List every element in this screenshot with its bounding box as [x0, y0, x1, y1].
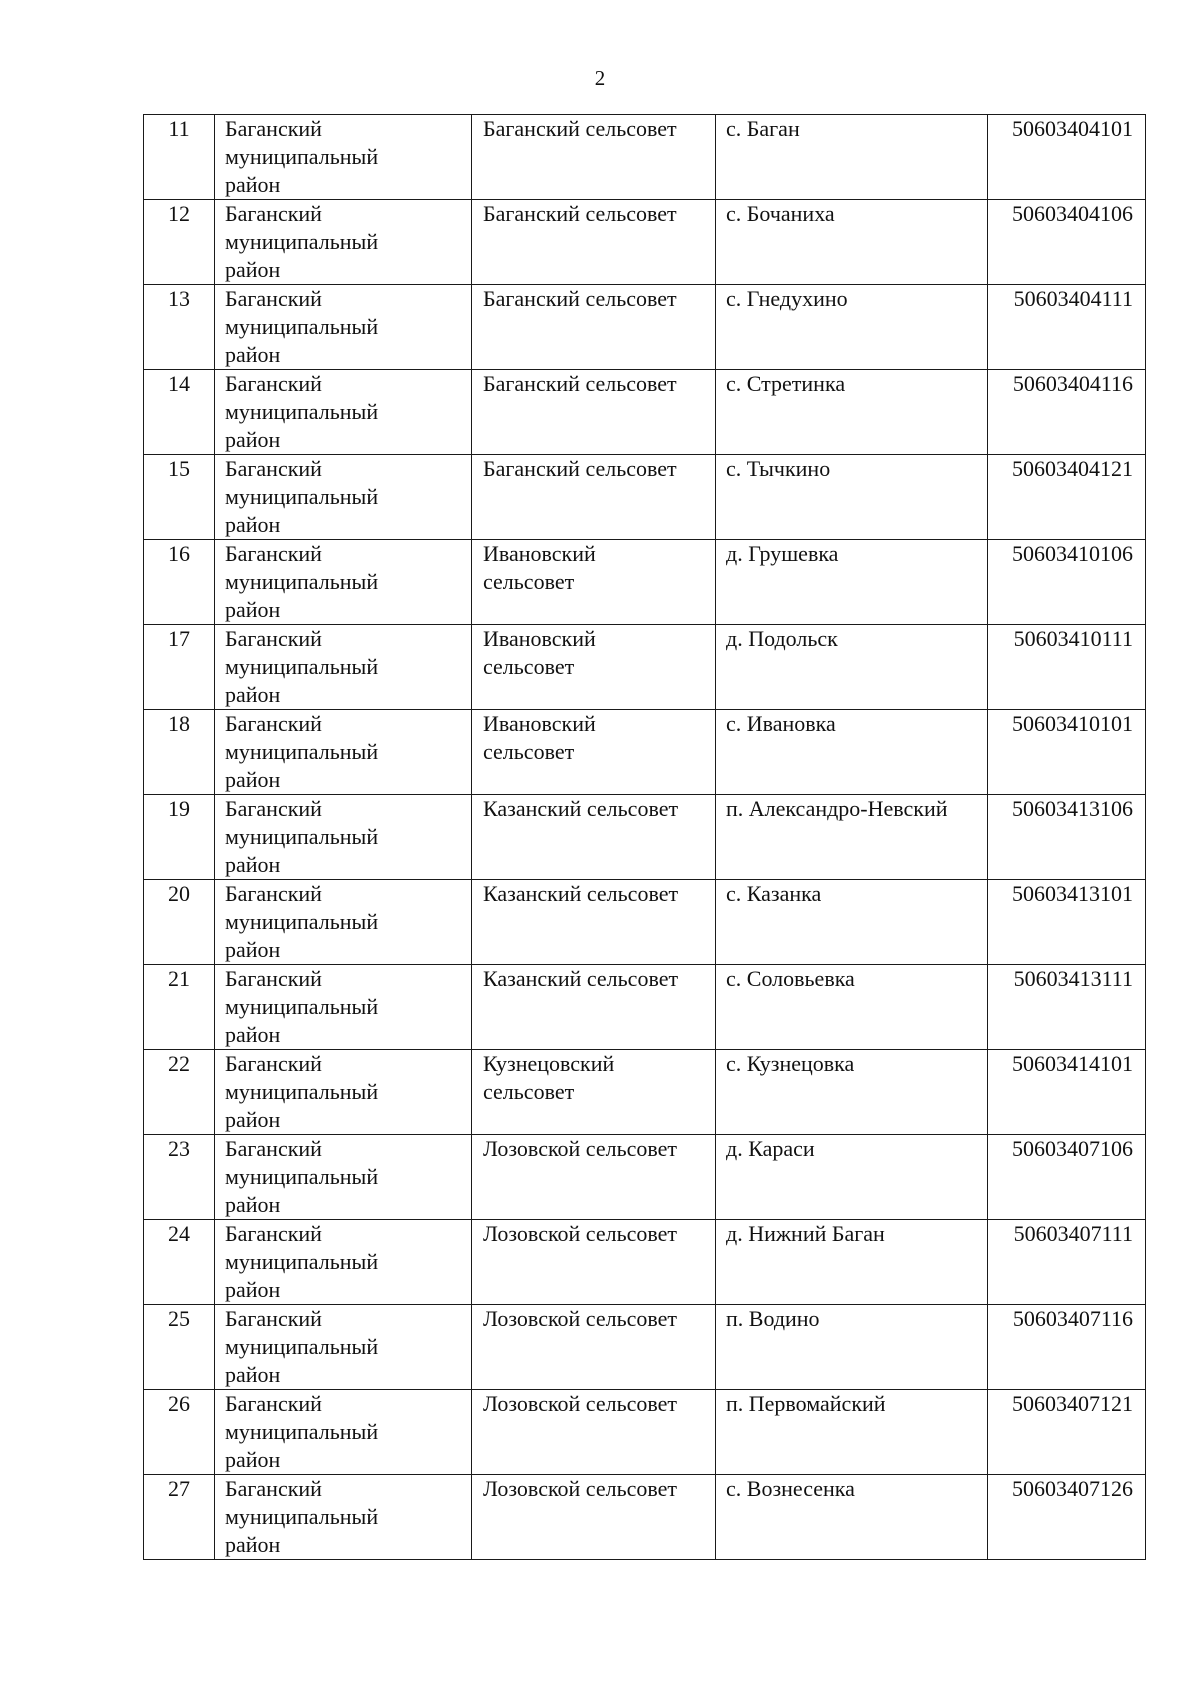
district-line: муниципальный	[225, 1164, 379, 1189]
district-cell	[215, 795, 472, 880]
district-line: Баганский	[225, 1051, 322, 1076]
council-line: Баганский сельсовет	[483, 116, 677, 141]
district-line: Баганский	[225, 881, 322, 906]
district-line: район	[225, 342, 281, 367]
code-cell: 50603410106	[988, 540, 1146, 625]
district-cell	[215, 710, 472, 795]
settlement-cell: с. Вознесенка	[716, 1475, 988, 1560]
district-line: муниципальный	[225, 994, 379, 1019]
settlement-cell: с. Стретинка	[716, 370, 988, 455]
council-cell	[472, 1390, 716, 1475]
council-cell	[472, 1220, 716, 1305]
district-line: Баганский	[225, 1136, 322, 1161]
district-line: район	[225, 172, 281, 197]
council-line: Ивановский	[483, 711, 596, 736]
settlement-cell: с. Гнедухино	[716, 285, 988, 370]
code-cell: 50603413106	[988, 795, 1146, 880]
table-row	[144, 285, 1146, 370]
council-line: сельсовет	[483, 569, 575, 594]
row-number-cell: 18	[144, 710, 215, 795]
district-line: Баганский	[225, 541, 322, 566]
council-cell	[472, 200, 716, 285]
district-line: Баганский	[225, 966, 322, 991]
council-line: Ивановский	[483, 541, 596, 566]
table-row	[144, 1305, 1146, 1390]
table-row	[144, 795, 1146, 880]
row-number-cell: 26	[144, 1390, 215, 1475]
district-cell	[215, 370, 472, 455]
district-line: район	[225, 937, 281, 962]
row-number-cell: 14	[144, 370, 215, 455]
settlement-cell: п. Водино	[716, 1305, 988, 1390]
district-line: район	[225, 257, 281, 282]
district-line: Баганский	[225, 286, 322, 311]
council-cell	[472, 795, 716, 880]
district-line: Баганский	[225, 711, 322, 736]
district-cell	[215, 285, 472, 370]
council-line: Казанский сельсовет	[483, 966, 679, 991]
code-cell: 50603407116	[988, 1305, 1146, 1390]
council-line: Баганский сельсовет	[483, 456, 677, 481]
council-line: сельсовет	[483, 1079, 575, 1104]
district-line: район	[225, 852, 281, 877]
district-cell	[215, 1135, 472, 1220]
district-line: муниципальный	[225, 569, 379, 594]
table-row	[144, 880, 1146, 965]
district-cell	[215, 1390, 472, 1475]
row-number-cell: 21	[144, 965, 215, 1050]
code-cell: 50603404116	[988, 370, 1146, 455]
district-cell	[215, 1305, 472, 1390]
settlement-cell: д. Нижний Баган	[716, 1220, 988, 1305]
council-line: Лозовской сельсовет	[483, 1136, 678, 1161]
council-cell	[472, 710, 716, 795]
council-line: Казанский сельсовет	[483, 881, 679, 906]
district-line: муниципальный	[225, 229, 379, 254]
row-number-cell: 11	[144, 115, 215, 200]
district-cell	[215, 1475, 472, 1560]
table-row	[144, 455, 1146, 540]
table-row	[144, 370, 1146, 455]
row-number-cell: 13	[144, 285, 215, 370]
settlement-cell: с. Ивановка	[716, 710, 988, 795]
council-line: Баганский сельсовет	[483, 201, 677, 226]
council-line: Лозовской сельсовет	[483, 1476, 678, 1501]
district-line: район	[225, 1022, 281, 1047]
council-cell	[472, 370, 716, 455]
district-line: Баганский	[225, 1476, 322, 1501]
district-line: район	[225, 1107, 281, 1132]
council-line: Казанский сельсовет	[483, 796, 679, 821]
row-number-cell: 27	[144, 1475, 215, 1560]
code-cell: 50603407121	[988, 1390, 1146, 1475]
row-number-cell: 12	[144, 200, 215, 285]
district-line: муниципальный	[225, 1249, 379, 1274]
table-row	[144, 1050, 1146, 1135]
table-row	[144, 965, 1146, 1050]
table-row	[144, 540, 1146, 625]
council-line: Лозовской сельсовет	[483, 1391, 678, 1416]
district-line: район	[225, 682, 281, 707]
district-line: район	[225, 512, 281, 537]
code-cell: 50603410101	[988, 710, 1146, 795]
code-cell: 50603407111	[988, 1220, 1146, 1305]
district-line: муниципальный	[225, 654, 379, 679]
table-row	[144, 200, 1146, 285]
district-cell	[215, 200, 472, 285]
settlement-cell: с. Кузнецовка	[716, 1050, 988, 1135]
district-line: Баганский	[225, 1306, 322, 1331]
council-cell	[472, 455, 716, 540]
council-cell	[472, 540, 716, 625]
district-line: Баганский	[225, 116, 322, 141]
table-row	[144, 115, 1146, 200]
district-cell	[215, 965, 472, 1050]
row-number-cell: 17	[144, 625, 215, 710]
row-number-cell: 24	[144, 1220, 215, 1305]
settlement-cell: с. Тычкино	[716, 455, 988, 540]
district-line: муниципальный	[225, 1419, 379, 1444]
council-line: Баганский сельсовет	[483, 371, 677, 396]
district-line: Баганский	[225, 796, 322, 821]
district-line: район	[225, 767, 281, 792]
settlement-cell: д. Грушевка	[716, 540, 988, 625]
code-cell: 50603413111	[988, 965, 1146, 1050]
council-line: Лозовской сельсовет	[483, 1221, 678, 1246]
settlement-cell: с. Бочаниха	[716, 200, 988, 285]
table-row	[144, 710, 1146, 795]
council-line: сельсовет	[483, 739, 575, 764]
row-number-cell: 25	[144, 1305, 215, 1390]
district-cell	[215, 1220, 472, 1305]
settlements-table	[143, 114, 1146, 1560]
district-line: муниципальный	[225, 909, 379, 934]
district-line: муниципальный	[225, 144, 379, 169]
table-row	[144, 1220, 1146, 1305]
table-row	[144, 1475, 1146, 1560]
district-cell	[215, 625, 472, 710]
district-line: Баганский	[225, 456, 322, 481]
council-cell	[472, 285, 716, 370]
council-cell	[472, 625, 716, 710]
code-cell: 50603404101	[988, 115, 1146, 200]
settlement-cell: п. Первомайский	[716, 1390, 988, 1475]
code-cell: 50603404121	[988, 455, 1146, 540]
row-number-cell: 23	[144, 1135, 215, 1220]
district-line: район	[225, 1362, 281, 1387]
district-line: район	[225, 1447, 281, 1472]
district-line: район	[225, 1532, 281, 1557]
table-body	[144, 115, 1146, 1560]
table-row	[144, 1390, 1146, 1475]
district-line: муниципальный	[225, 399, 379, 424]
code-cell: 50603407126	[988, 1475, 1146, 1560]
district-line: Баганский	[225, 371, 322, 396]
district-line: район	[225, 1192, 281, 1217]
settlement-cell: с. Соловьевка	[716, 965, 988, 1050]
council-cell	[472, 1135, 716, 1220]
district-line: Баганский	[225, 1391, 322, 1416]
code-cell: 50603404111	[988, 285, 1146, 370]
district-line: район	[225, 1277, 281, 1302]
page-number: 2	[594, 66, 606, 90]
district-line: Баганский	[225, 1221, 322, 1246]
row-number-cell: 15	[144, 455, 215, 540]
council-cell	[472, 1305, 716, 1390]
table-row	[144, 1135, 1146, 1220]
code-cell: 50603407106	[988, 1135, 1146, 1220]
settlement-cell: с. Баган	[716, 115, 988, 200]
district-cell	[215, 115, 472, 200]
row-number-cell: 20	[144, 880, 215, 965]
district-line: муниципальный	[225, 314, 379, 339]
code-cell: 50603410111	[988, 625, 1146, 710]
district-line: район	[225, 597, 281, 622]
council-cell	[472, 1475, 716, 1560]
council-line: сельсовет	[483, 654, 575, 679]
district-cell	[215, 540, 472, 625]
council-cell	[472, 965, 716, 1050]
council-line: Баганский сельсовет	[483, 286, 677, 311]
district-line: муниципальный	[225, 824, 379, 849]
council-cell	[472, 880, 716, 965]
settlement-cell: с. Казанка	[716, 880, 988, 965]
district-cell	[215, 1050, 472, 1135]
council-cell	[472, 115, 716, 200]
code-cell: 50603414101	[988, 1050, 1146, 1135]
council-line: Лозовской сельсовет	[483, 1306, 678, 1331]
settlement-cell: д. Караси	[716, 1135, 988, 1220]
code-cell: 50603413101	[988, 880, 1146, 965]
district-line: район	[225, 427, 281, 452]
settlement-cell: д. Подольск	[716, 625, 988, 710]
row-number-cell: 19	[144, 795, 215, 880]
district-line: муниципальный	[225, 484, 379, 509]
district-line: муниципальный	[225, 1079, 379, 1104]
district-line: муниципальный	[225, 1334, 379, 1359]
table-row	[144, 625, 1146, 710]
council-cell	[472, 1050, 716, 1135]
district-cell	[215, 880, 472, 965]
district-cell	[215, 455, 472, 540]
row-number-cell: 22	[144, 1050, 215, 1135]
district-line: муниципальный	[225, 1504, 379, 1529]
council-line: Ивановский	[483, 626, 596, 651]
district-line: муниципальный	[225, 739, 379, 764]
settlement-cell: п. Александро-Невский	[716, 795, 988, 880]
district-line: Баганский	[225, 201, 322, 226]
code-cell: 50603404106	[988, 200, 1146, 285]
district-line: Баганский	[225, 626, 322, 651]
council-line: Кузнецовский	[483, 1051, 615, 1076]
row-number-cell: 16	[144, 540, 215, 625]
